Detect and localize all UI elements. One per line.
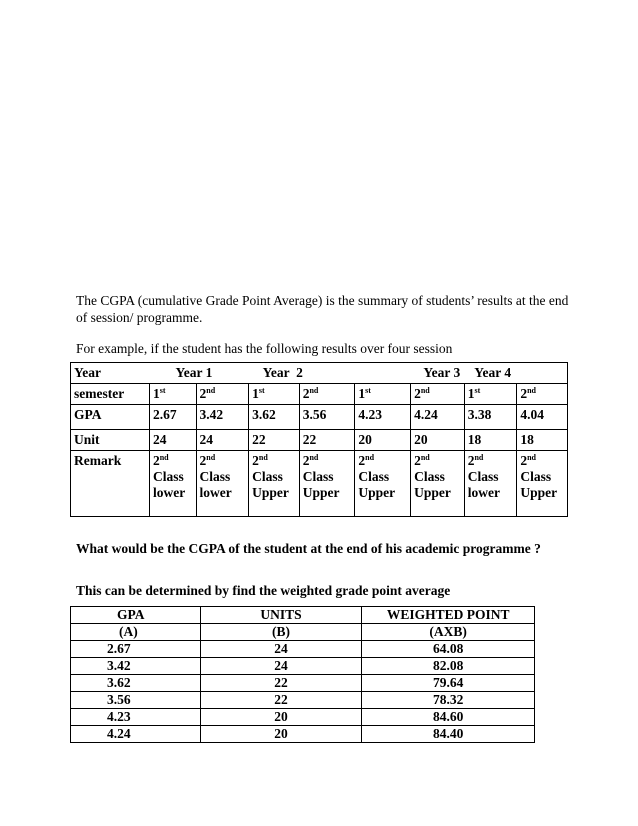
semester-cell: 1st — [149, 384, 196, 405]
gpa-label: GPA — [71, 405, 150, 430]
gpa-value: 4.23 — [71, 709, 201, 726]
unit-cell: 24 — [196, 430, 249, 451]
units-value: 22 — [200, 692, 362, 709]
remark-cell: 2nd Class Upper — [249, 451, 300, 517]
gpa-cell: 4.24 — [411, 405, 465, 430]
year-label: Year — [71, 363, 150, 384]
year-1-label: Year 1 — [149, 363, 248, 384]
results-table — [70, 362, 568, 517]
results-year-row — [71, 363, 568, 384]
table-row — [71, 641, 535, 658]
table-row — [71, 692, 535, 709]
gpa-value: 3.56 — [71, 692, 201, 709]
weighted-value: 84.60 — [362, 709, 535, 726]
gpa-value: 3.42 — [71, 658, 201, 675]
header-weighted-point: WEIGHTED POINT — [362, 607, 535, 624]
weighted-subheader-row — [71, 624, 535, 641]
gpa-cell: 4.04 — [517, 405, 568, 430]
subheader-a: (A) — [71, 624, 201, 641]
results-gpa-row — [71, 405, 568, 430]
gpa-cell: 3.62 — [249, 405, 300, 430]
remark-cell: 2nd Class Upper — [355, 451, 411, 517]
year-4-label: Year 4 — [464, 363, 567, 384]
header-units: UNITS — [200, 607, 362, 624]
remark-cell: 2nd Class lower — [196, 451, 249, 517]
year-3-label: Year 3 — [355, 363, 464, 384]
remark-cell: 2nd Class Upper — [411, 451, 465, 517]
results-semester-row — [71, 384, 568, 405]
weighted-point-table — [70, 606, 535, 743]
semester-label: semester — [71, 384, 150, 405]
remark-cell: 2nd Class lower — [464, 451, 517, 517]
unit-cell: 18 — [464, 430, 517, 451]
unit-cell: 18 — [517, 430, 568, 451]
unit-cell: 20 — [355, 430, 411, 451]
unit-label: Unit — [71, 430, 150, 451]
weighted-value: 82.08 — [362, 658, 535, 675]
semester-cell: 1st — [249, 384, 300, 405]
semester-cell: 2nd — [299, 384, 355, 405]
semester-cell: 1st — [464, 384, 517, 405]
remark-label: Remark — [71, 451, 150, 517]
semester-cell: 2nd — [196, 384, 249, 405]
unit-cell: 20 — [411, 430, 465, 451]
table-row — [71, 658, 535, 675]
units-value: 22 — [200, 675, 362, 692]
remark-cell: 2nd Class lower — [149, 451, 196, 517]
question-cgpa: What would be the CGPA of the student at the end of his academic programme ? — [76, 541, 541, 556]
weighted-value: 64.08 — [362, 641, 535, 658]
table-row — [71, 726, 535, 743]
gpa-cell: 4.23 — [355, 405, 411, 430]
subheader-b: (B) — [200, 624, 362, 641]
gpa-cell: 3.38 — [464, 405, 517, 430]
gpa-value: 4.24 — [71, 726, 201, 743]
unit-cell: 22 — [299, 430, 355, 451]
subheader-axb: (AXB) — [362, 624, 535, 641]
results-unit-row — [71, 430, 568, 451]
year-2-label: Year 2 — [249, 363, 355, 384]
unit-cell: 22 — [249, 430, 300, 451]
units-value: 20 — [200, 726, 362, 743]
table-row — [71, 709, 535, 726]
gpa-cell: 3.56 — [299, 405, 355, 430]
weighted-value: 78.32 — [362, 692, 535, 709]
gpa-value: 3.62 — [71, 675, 201, 692]
results-remark-row — [71, 451, 568, 517]
weighted-value: 84.40 — [362, 726, 535, 743]
gpa-cell: 3.42 — [196, 405, 249, 430]
units-value: 20 — [200, 709, 362, 726]
semester-cell: 2nd — [517, 384, 568, 405]
intro-paragraph-example: For example, if the student has the following results over four session — [76, 341, 453, 356]
weighted-header-row — [71, 607, 535, 624]
units-value: 24 — [200, 641, 362, 658]
gpa-value: 2.67 — [71, 641, 201, 658]
gpa-cell: 2.67 — [149, 405, 196, 430]
semester-cell: 2nd — [411, 384, 465, 405]
question-method: This can be determined by find the weighted grade point average — [76, 583, 451, 598]
unit-cell: 24 — [149, 430, 196, 451]
semester-cell: 1st — [355, 384, 411, 405]
remark-cell: 2nd Class Upper — [517, 451, 568, 517]
header-gpa: GPA — [71, 607, 201, 624]
units-value: 24 — [200, 658, 362, 675]
table-row — [71, 675, 535, 692]
intro-paragraph-cgpa: The CGPA (cumulative Grade Point Average) is the summary of students’ results at the end of session/ programme. — [76, 293, 569, 325]
remark-cell: 2nd Class Upper — [299, 451, 355, 517]
weighted-value: 79.64 — [362, 675, 535, 692]
